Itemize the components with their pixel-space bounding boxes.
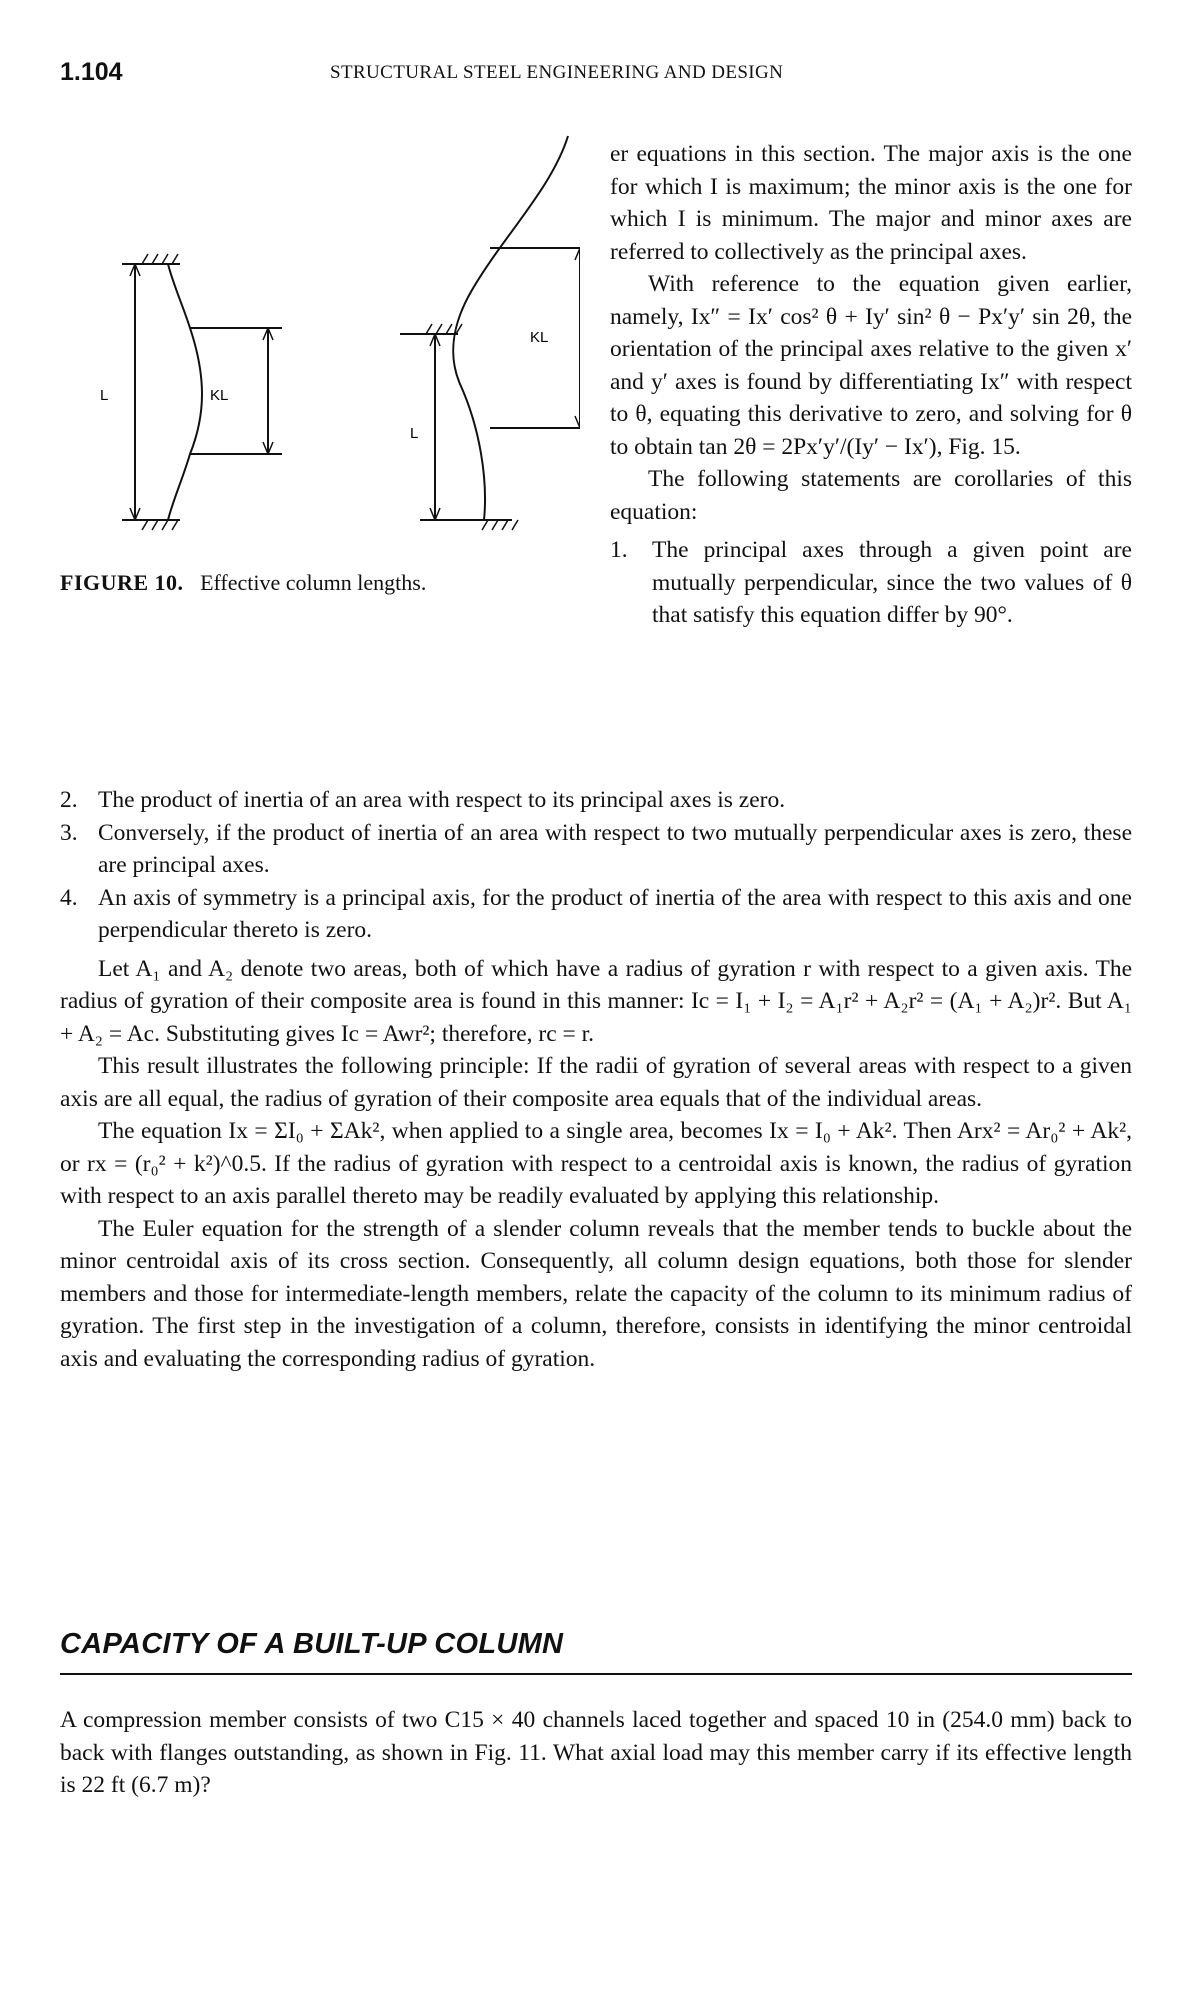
statement-1-text: The principal axes through a given point are mutually perpendicular, since the two values of θ that satisfy this equation differ by 90°.: [652, 537, 1132, 628]
right-column-text: [610, 138, 1132, 632]
paragraph-orientation: With reference to the equation given earlier, namely, Ix″ = Ix′ cos² θ + Iy′ sin² θ − Px′y′ sin 2θ, the orientation of the principal axes relative to the given x′ and y′ axes is found by differentiating Ix″ with respect to θ, equating this derivative to zero, and solving for θ to obtain tan 2θ = 2Px′y′/(Iy′ − Ix′), Fig. 15.: [610, 271, 1132, 460]
figure-caption-text: Effective column lengths.: [200, 570, 427, 595]
statement-list-continued: [60, 784, 1132, 947]
paragraph-principle: This result illustrates the following principle: If the radii of gyration of several areas with respect to a given axis are all equal, the radius of gyration of their composite area equals that of the individual areas.: [60, 1053, 1132, 1112]
section-heading: CAPACITY OF A BUILT-UP COLUMN: [60, 1628, 564, 1660]
statement-3: [60, 817, 1132, 882]
statement-2-number: 2.: [60, 787, 78, 813]
label-KL-left: KL: [210, 387, 229, 404]
paragraph-principal-axes: er equations in this section. The major axis is the one for which I is maximum; the minor axis is the one for which I is minimum. The major and minor axes are referred to collectively as the principal axes.: [610, 141, 1132, 265]
top-support-hatch: [142, 254, 178, 264]
statement-4-number: 4.: [60, 884, 78, 911]
column-diagram: [60, 128, 580, 578]
full-width-text: [60, 784, 1132, 1375]
section-rule: [60, 1673, 1132, 1675]
statement-2: [60, 784, 1132, 817]
problem-statement: [60, 1704, 1132, 1802]
label-L-right: L: [410, 425, 419, 442]
page-number: 1.104: [60, 58, 123, 86]
statement-3-number: 3.: [60, 819, 78, 846]
statement-3-text: Conversely, if the product of inertia of an area with respect to two mutually perpendicular axes is zero, these are principal axes.: [98, 819, 1132, 878]
statement-4-text: An axis of symmetry is a principal axis, for the product of inertia of the area with respect to this axis and one perpendicular thereto is zero.: [98, 884, 1132, 943]
figure-caption: [60, 570, 426, 596]
label-KL-right: KL: [530, 329, 549, 346]
running-title: STRUCTURAL STEEL ENGINEERING AND DESIGN: [330, 62, 784, 83]
statement-1: [610, 534, 1132, 632]
page-header: [60, 58, 1140, 88]
bottom-support-hatch: [142, 520, 178, 530]
figure-caption-number: FIGURE 10.: [60, 570, 184, 595]
statement-list-start: [610, 534, 1132, 632]
label-L-left: L: [100, 387, 109, 404]
paragraph-corollaries: The following statements are corollaries of this equation:: [610, 466, 1132, 525]
statement-1-number: 1.: [610, 537, 628, 563]
left-column-buckled-shape: [168, 264, 202, 520]
figure-effective-column-lengths: [60, 128, 580, 578]
paragraph-composite-area: Let A₁ and A₂ denote two areas, both of which have a radius of gyration r with respect to a given axis. The radius of gyration of their composite area is found in this manner: Ic = I₁ + I₂ = A₁r² + A₂r² = (A₁ + A₂)r². But A₁ + A₂ = Ac. Substituting gives Ic = Awr²; therefore, rc = r.: [60, 955, 1132, 1047]
statement-4: [60, 882, 1132, 947]
problem-text: A compression member consists of two C15 × 40 channels laced together and spaced 10 in (254.0 mm) back to back with flanges outstanding, as shown in Fig. 11. What axial load may this member carry if its effective length is 22 ft (6.7 m)?: [60, 1707, 1132, 1798]
right-column-buckled-shape: [453, 136, 568, 520]
paragraph-parallel-axis: The equation Ix = ΣI₀ + ΣAk², when applied to a single area, becomes Ix = I₀ + Ak². Then Arx² = Ar₀² + Ak², or rx = (r₀² + k²)^0.5. If the radius of gyration with respect to a centroidal axis is known, the radius of gyration with respect to an axis parallel thereto may be readily evaluated by applying this relationship.: [60, 1118, 1132, 1209]
paragraph-euler: The Euler equation for the strength of a slender column reveals that the member tends to buckle about the minor centroidal axis of its cross section. Consequently, all column design equations, both those for slender members and those for intermediate-length members, relate the capacity of the column to its minimum radius of gyration. The first step in the investigation of a column, therefore, consists in identifying the minor centroidal axis and evaluating the corresponding radius of gyration.: [60, 1215, 1132, 1372]
statement-2-text: The product of inertia of an area with respect to its principal axes is zero.: [98, 787, 786, 813]
